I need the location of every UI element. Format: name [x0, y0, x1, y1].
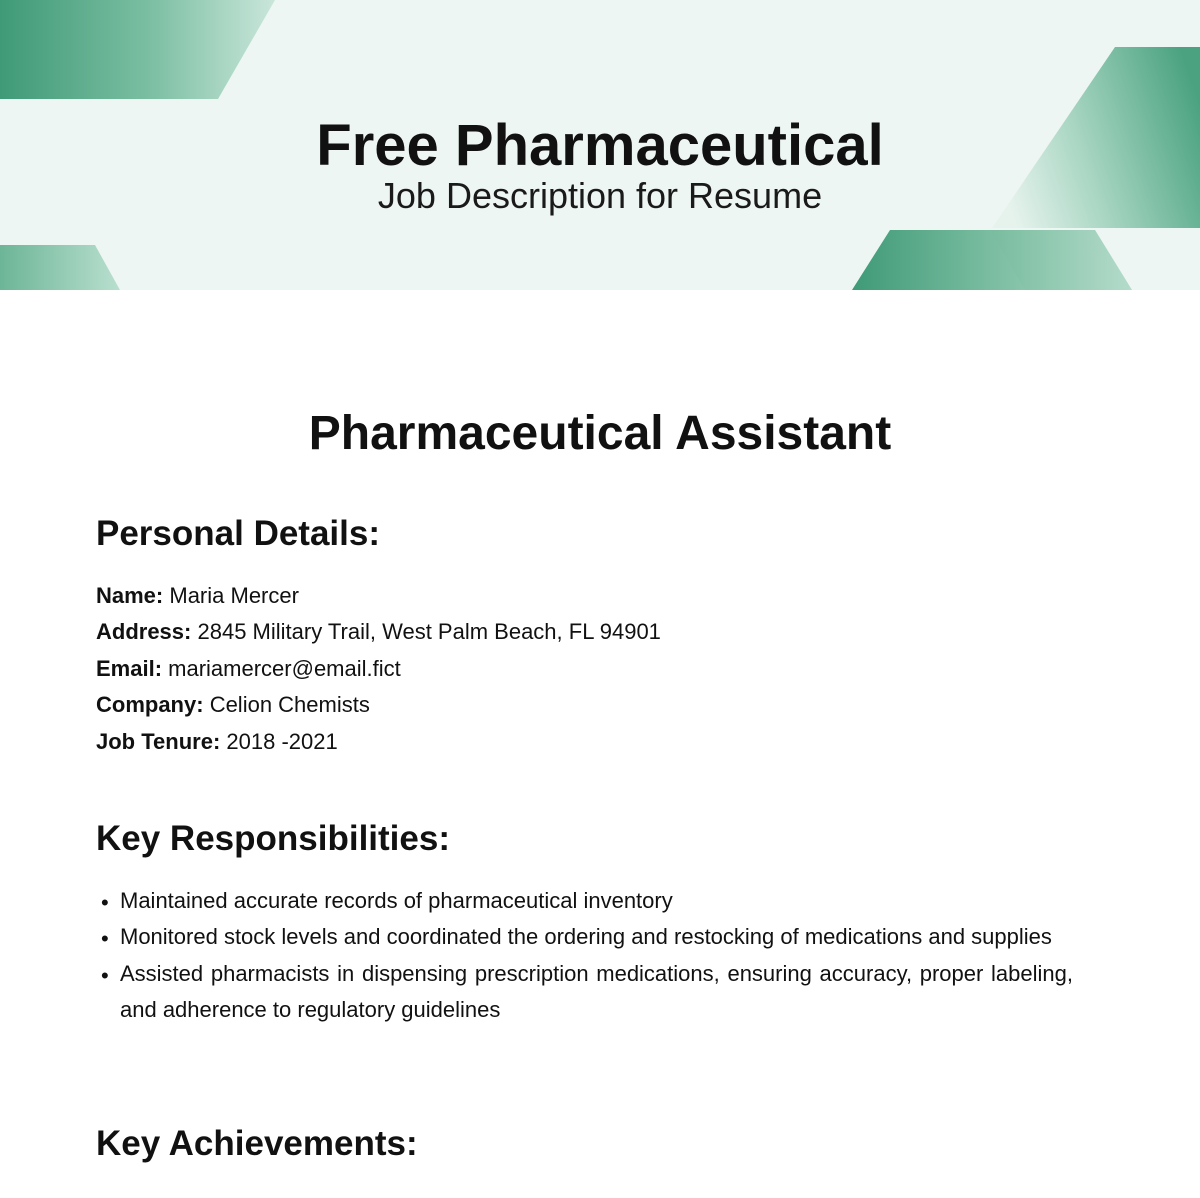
detail-label: Company: — [96, 692, 204, 718]
detail-label: Job Tenure: — [96, 728, 221, 754]
detail-value: mariamercer@email.fict — [168, 655, 401, 681]
responsibilities-list — [96, 883, 1073, 1029]
detail-value: Celion Chemists — [209, 692, 370, 718]
list-item-text: Monitored stock levels and coordinated the ordering and restocking of medications and supplies — [120, 924, 1052, 950]
banner-title: Free Pharmaceutical — [316, 113, 884, 178]
banner-subtitle: Job Description for Resume — [377, 175, 823, 216]
personal-details-heading: Personal Details: — [96, 514, 380, 553]
detail-value: Maria Mercer — [169, 583, 299, 608]
detail-value: 2845 Military Trail, West Palm Beach, FL 94901 — [197, 619, 661, 645]
list-item-text: Assisted pharmacists in dispensing prescription medications, ensuring accuracy, proper labeling, and adherence to regulatory guidelines — [120, 960, 1073, 1023]
key-responsibilities-heading: Key Responsibilities: — [96, 819, 450, 858]
list-item-text: Maintained accurate records of pharmaceutical inventory — [120, 888, 673, 913]
document-title: Pharmaceutical Assistant — [308, 407, 892, 460]
detail-value: 2018 -2021 — [226, 728, 338, 754]
detail-job-tenure — [96, 724, 1096, 760]
list-item — [96, 883, 1073, 919]
key-achievements-heading: Key Achievements: — [96, 1124, 418, 1163]
personal-details-list — [96, 578, 1096, 760]
detail-name — [96, 578, 1096, 614]
header-banner — [0, 0, 1200, 290]
detail-email — [96, 651, 1096, 687]
detail-label: Email: — [96, 655, 163, 681]
list-item — [96, 919, 1073, 955]
bullet-icon: • — [101, 890, 109, 915]
bullet-icon: • — [101, 926, 109, 952]
bullet-icon: • — [101, 962, 109, 988]
detail-label: Name: — [96, 583, 164, 608]
list-item — [96, 956, 1073, 1029]
detail-company — [96, 687, 1096, 723]
detail-address — [96, 614, 1096, 650]
detail-label: Address: — [96, 619, 192, 645]
